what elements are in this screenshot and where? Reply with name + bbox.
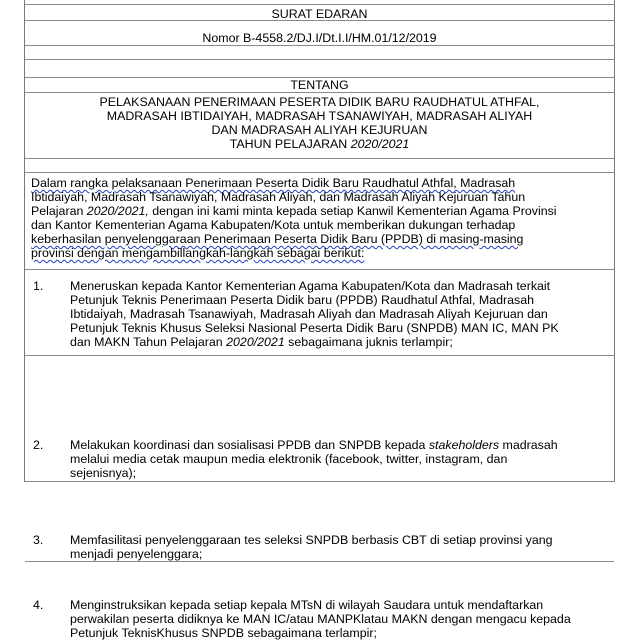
intro-line-5: keberhasilan penyelenggaraan Penerimaan Peserta Didik Baru (PPDB) di masing-masing <box>31 232 524 246</box>
intro-line-3 <box>31 204 608 218</box>
intro-line-3a: Pelajaran <box>31 204 87 218</box>
item-line: Ibtidaiyah, Madrasah Tsanawiyah, Madrasah Aliyah dan Madrasah Aliyah Kejuruan dan <box>70 307 548 321</box>
item-line <box>70 438 608 452</box>
subject-line-2: MADRASAH IBTIDAIYAH, MADRASAH TSANAWIYAH, MADRASAH ALIYAH <box>106 109 533 123</box>
item-line: Petunjuk Teknis Khusus Seleksi Nasional Peserta Didik Baru (SNPDB) MAN IC, MAN PK <box>70 321 559 335</box>
item-line: Memfasilitasi penyelenggaraan tes seleksi SNPDB berbasis CBT di setiap provinsi yang <box>70 533 553 547</box>
item-line <box>70 335 608 349</box>
item-number: 4. <box>33 598 44 612</box>
intro-line-4: dan Kantor Kementerian Agama Kabupaten/Kota untuk memberikan dukungan terhadap <box>31 218 516 232</box>
intro-paragraph <box>25 173 614 270</box>
item-year: 2020/2021 <box>226 335 285 349</box>
item-line-a: Melakukan koordinasi dan sosialisasi PPDB dan SNPDB kepada <box>70 438 429 452</box>
blank-row <box>25 160 614 173</box>
item-line: melalui media cetak maupun media elektronik (facebook, twitter, instagram, dan <box>70 452 508 466</box>
item-line: Petunjuk Teknis Penerimaan Peserta Didik baru (PPDB) Raudhatul Athfal, Madrasah <box>70 293 534 307</box>
item-line: Meneruskan kepada Kantor Kementerian Agama Kabupaten/Kota dan Madrasah terkait <box>70 279 551 293</box>
subject-line-1: PELAKSANAAN PENERIMAAN PESERTA DIDIK BARU RAUDHATUL ATHFAL, <box>99 95 540 109</box>
blank-row <box>25 47 614 60</box>
blank-row <box>25 60 614 78</box>
item-line: Petunjuk TeknisKhusus SNPDB sebagaimana terlampir; <box>70 626 377 640</box>
item-line-c: madrasah <box>499 438 558 452</box>
doc-title: SURAT EDARAN <box>25 5 614 21</box>
intro-line-6: provinsi dengan mengambillangkah-langkah sebagai berikut: <box>31 246 365 260</box>
intro-line-1: Dalam rangka pelaksanaan Penerimaan Peserta Didik Baru Raudhatul Athfal, Madrasah <box>31 176 516 190</box>
intro-line-2: Ibtidaiyah, Madrasah Tsanawiyah, Madrasah Aliyah, dan Madrasah Aliyah Kejuruan Tahun <box>31 190 526 204</box>
list-item <box>25 596 614 640</box>
intro-line-3c: dengan ini kami minta kepada setiap Kanwil Kementerian Agama Provinsi <box>148 204 557 218</box>
list-item <box>25 529 614 562</box>
item-stakeholders: stakeholders <box>428 438 500 452</box>
item-line: Menginstruksikan kepada setiap kepala MTsN di wilayah Saudara untuk mendaftarkan <box>70 598 544 612</box>
doc-number-text: Nomor B-4558.2/DJ.I/Dt.I.I/HM.01/12/2019 <box>202 31 437 45</box>
item-number: 1. <box>33 279 44 293</box>
subject-year-prefix: TAHUN PELAJARAN <box>229 137 351 151</box>
item-number: 2. <box>33 438 44 452</box>
item-line: menjadi penyelenggara; <box>70 547 203 561</box>
intro-year: 2020/2021, <box>86 204 149 218</box>
list-item <box>25 277 614 356</box>
subject-year: 2020/2021 <box>350 137 410 151</box>
item-line-a: dan MAKN Tahun Pelajaran <box>70 335 227 349</box>
item-line: perwakilan peserta didiknya ke MAN IC/atau MANPKlatau MAKN dengan mengacu kepada <box>70 612 571 626</box>
item-line-c: sebagaimana juknis terlampir; <box>284 335 453 349</box>
subject-block <box>25 93 614 159</box>
table-right-border <box>614 0 615 482</box>
doc-number <box>25 22 614 46</box>
subject-line-3: DAN MADRASAH ALIYAH KEJURUAN <box>211 123 428 137</box>
subject-line-4 <box>25 137 614 151</box>
item-number: 3. <box>33 533 44 547</box>
item-line: sejenisnya); <box>70 466 137 480</box>
tentang-label: TENTANG <box>25 78 614 93</box>
list-item <box>25 436 614 482</box>
